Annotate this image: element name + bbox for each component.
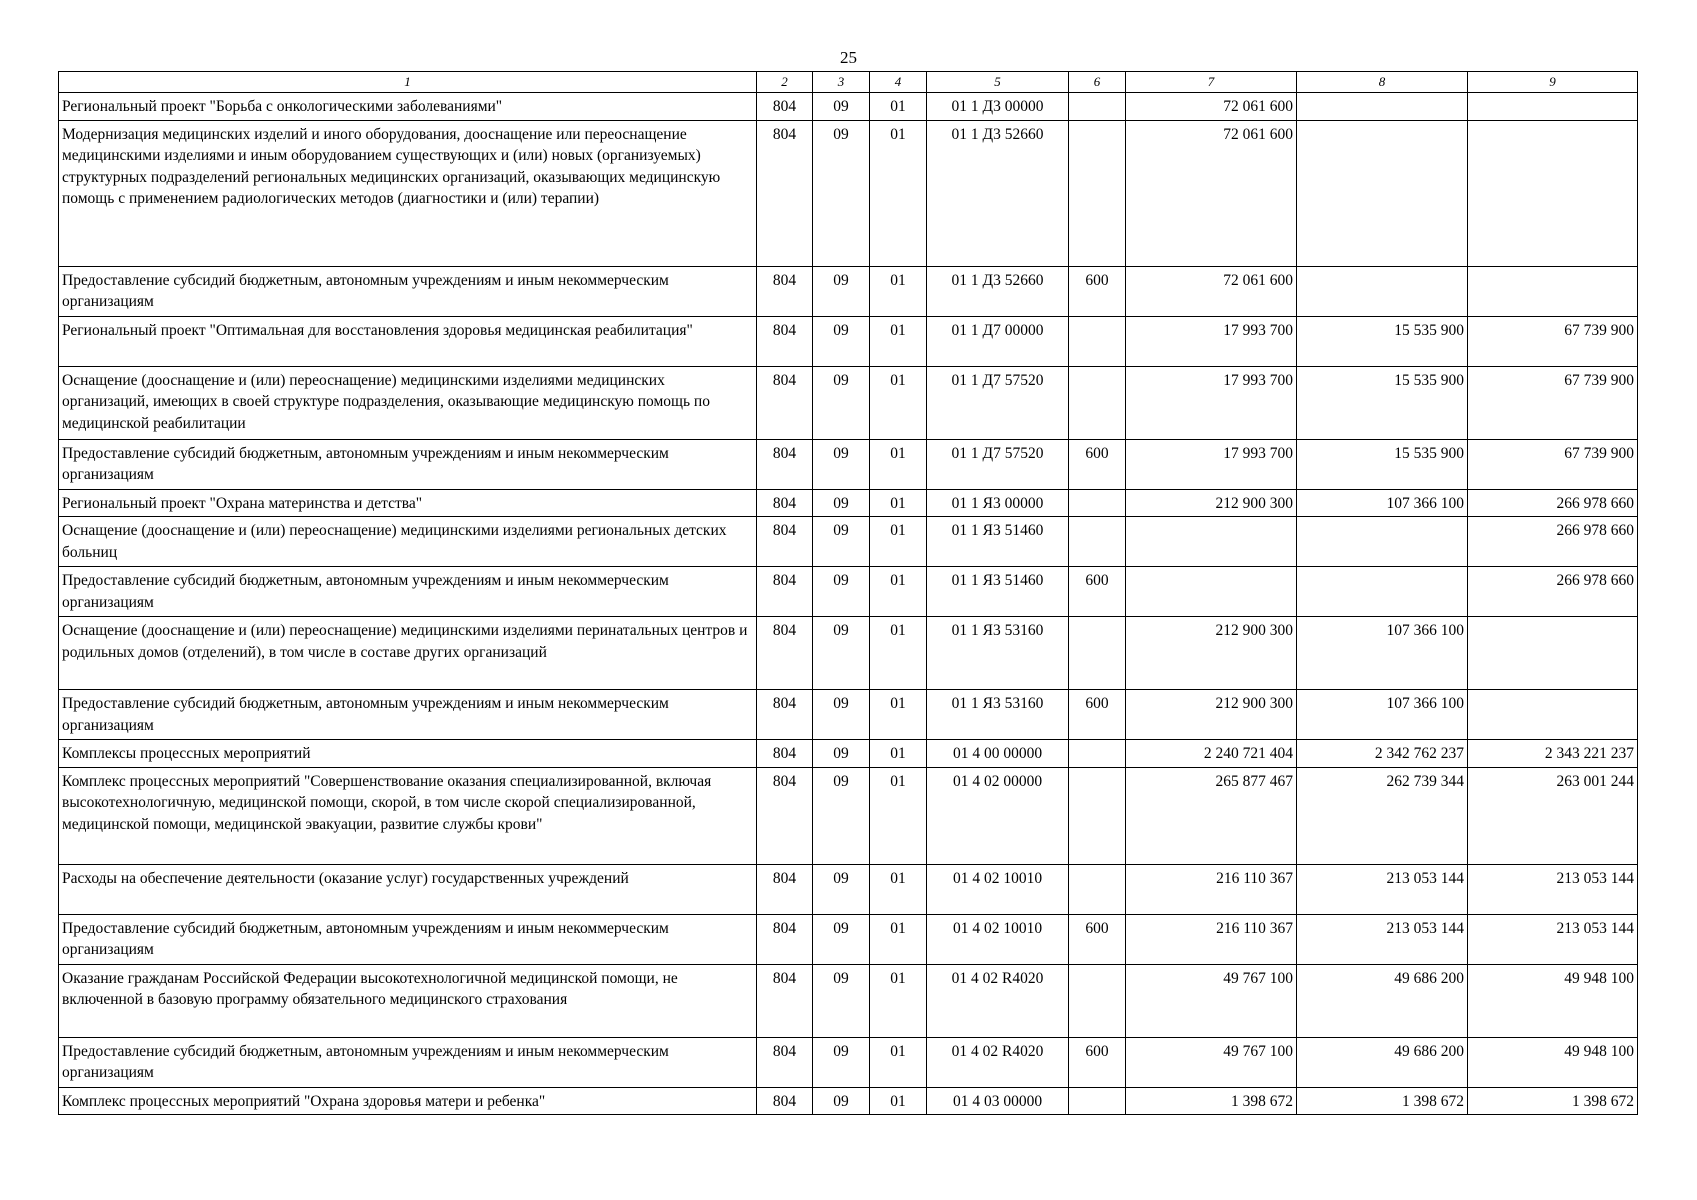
column-number: 3 <box>813 72 870 93</box>
section-code: 09 <box>813 93 870 121</box>
amount-col8: 107 366 100 <box>1297 617 1468 690</box>
subsection-code: 01 <box>870 567 927 617</box>
table-row <box>59 266 1638 316</box>
table-row <box>59 767 1638 864</box>
amount-col9: 67 739 900 <box>1468 366 1638 439</box>
amount-col9: 266 978 660 <box>1468 489 1638 517</box>
target-article-code: 01 1 Д7 57520 <box>927 366 1069 439</box>
section-code: 09 <box>813 767 870 864</box>
column-number: 2 <box>757 72 813 93</box>
section-code: 09 <box>813 489 870 517</box>
subsection-code: 01 <box>870 914 927 964</box>
target-article-code: 01 4 02 10010 <box>927 914 1069 964</box>
subsection-code: 01 <box>870 517 927 567</box>
amount-col9 <box>1468 93 1638 121</box>
amount-col7 <box>1126 567 1297 617</box>
expense-type-code <box>1069 864 1126 914</box>
expense-type-code <box>1069 120 1126 266</box>
expense-type-code <box>1069 964 1126 1037</box>
amount-col8 <box>1297 93 1468 121</box>
target-article-code: 01 1 Я3 53160 <box>927 690 1069 740</box>
amount-col8: 15 535 900 <box>1297 439 1468 489</box>
ministry-code: 804 <box>757 740 813 768</box>
ministry-code: 804 <box>757 517 813 567</box>
section-code: 09 <box>813 366 870 439</box>
target-article-code: 01 1 Д3 52660 <box>927 266 1069 316</box>
amount-col9: 213 053 144 <box>1468 864 1638 914</box>
ministry-code: 804 <box>757 439 813 489</box>
table-row <box>59 740 1638 768</box>
amount-col7: 216 110 367 <box>1126 914 1297 964</box>
amount-col8: 213 053 144 <box>1297 914 1468 964</box>
amount-col8: 107 366 100 <box>1297 489 1468 517</box>
item-name: Оснащение (дооснащение и (или) переоснащение) медицинскими изделиями региональных детских больниц <box>59 517 757 567</box>
subsection-code: 01 <box>870 690 927 740</box>
amount-col7: 212 900 300 <box>1126 690 1297 740</box>
ministry-code: 804 <box>757 1087 813 1115</box>
column-number: 5 <box>927 72 1069 93</box>
target-article-code: 01 4 02 R4020 <box>927 1037 1069 1087</box>
item-name: Региональный проект "Оптимальная для восстановления здоровья медицинская реабилитация" <box>59 316 757 366</box>
ministry-code: 804 <box>757 617 813 690</box>
column-number: 7 <box>1126 72 1297 93</box>
amount-col7: 265 877 467 <box>1126 767 1297 864</box>
item-name: Комплекс процессных мероприятий "Охрана здоровья матери и ребенка" <box>59 1087 757 1115</box>
section-code: 09 <box>813 690 870 740</box>
item-name: Региональный проект "Охрана материнства и детства" <box>59 489 757 517</box>
section-code: 09 <box>813 740 870 768</box>
ministry-code: 804 <box>757 690 813 740</box>
amount-col8 <box>1297 266 1468 316</box>
table-row <box>59 1037 1638 1087</box>
amount-col8: 49 686 200 <box>1297 1037 1468 1087</box>
amount-col8: 213 053 144 <box>1297 864 1468 914</box>
amount-col8: 262 739 344 <box>1297 767 1468 864</box>
column-number: 4 <box>870 72 927 93</box>
ministry-code: 804 <box>757 567 813 617</box>
amount-col7: 17 993 700 <box>1126 316 1297 366</box>
amount-col9: 67 739 900 <box>1468 439 1638 489</box>
expense-type-code: 600 <box>1069 266 1126 316</box>
table-row <box>59 1087 1638 1115</box>
amount-col9 <box>1468 690 1638 740</box>
amount-col9 <box>1468 617 1638 690</box>
amount-col9 <box>1468 120 1638 266</box>
ministry-code: 804 <box>757 266 813 316</box>
table-row <box>59 93 1638 121</box>
table-row <box>59 914 1638 964</box>
amount-col9: 266 978 660 <box>1468 517 1638 567</box>
subsection-code: 01 <box>870 617 927 690</box>
column-number: 1 <box>59 72 757 93</box>
section-code: 09 <box>813 617 870 690</box>
subsection-code: 01 <box>870 864 927 914</box>
section-code: 09 <box>813 1087 870 1115</box>
amount-col8: 1 398 672 <box>1297 1087 1468 1115</box>
ministry-code: 804 <box>757 120 813 266</box>
expense-type-code: 600 <box>1069 914 1126 964</box>
amount-col8 <box>1297 120 1468 266</box>
amount-col9: 213 053 144 <box>1468 914 1638 964</box>
section-code: 09 <box>813 120 870 266</box>
amount-col7: 212 900 300 <box>1126 489 1297 517</box>
subsection-code: 01 <box>870 366 927 439</box>
subsection-code: 01 <box>870 964 927 1037</box>
subsection-code: 01 <box>870 489 927 517</box>
item-name: Предоставление субсидий бюджетным, автономным учреждениям и иным некоммерческим организациям <box>59 1037 757 1087</box>
target-article-code: 01 1 Д3 52660 <box>927 120 1069 266</box>
amount-col9 <box>1468 266 1638 316</box>
item-name: Расходы на обеспечение деятельности (оказание услуг) государственных учреждений <box>59 864 757 914</box>
section-code: 09 <box>813 517 870 567</box>
amount-col7: 72 061 600 <box>1126 120 1297 266</box>
ministry-code: 804 <box>757 1037 813 1087</box>
amount-col9: 49 948 100 <box>1468 1037 1638 1087</box>
section-code: 09 <box>813 914 870 964</box>
item-name: Оказание гражданам Российской Федерации высокотехнологичной медицинской помощи, не включенной в базовую программу обязательного медицинского страхования <box>59 964 757 1037</box>
target-article-code: 01 4 02 00000 <box>927 767 1069 864</box>
amount-col8 <box>1297 517 1468 567</box>
amount-col8: 49 686 200 <box>1297 964 1468 1037</box>
expense-type-code: 600 <box>1069 439 1126 489</box>
amount-col7: 216 110 367 <box>1126 864 1297 914</box>
amount-col7: 212 900 300 <box>1126 617 1297 690</box>
amount-col7: 1 398 672 <box>1126 1087 1297 1115</box>
column-number: 9 <box>1468 72 1638 93</box>
table-row <box>59 489 1638 517</box>
ministry-code: 804 <box>757 964 813 1037</box>
ministry-code: 804 <box>757 366 813 439</box>
item-name: Модернизация медицинских изделий и иного оборудования, дооснащение или переоснащение медицинскими изделиями и иным оборудованием существующих и (или) новых (организуемых) структурных подразделений региональных медицинских организаций, оказывающих медицинскую помощь с применением радиологических методов (диагностики и (или) терапии) <box>59 120 757 266</box>
table-row <box>59 567 1638 617</box>
subsection-code: 01 <box>870 266 927 316</box>
section-code: 09 <box>813 864 870 914</box>
target-article-code: 01 1 Я3 53160 <box>927 617 1069 690</box>
expense-type-code <box>1069 93 1126 121</box>
section-code: 09 <box>813 439 870 489</box>
section-code: 09 <box>813 964 870 1037</box>
amount-col8: 15 535 900 <box>1297 316 1468 366</box>
expense-type-code: 600 <box>1069 690 1126 740</box>
item-name: Предоставление субсидий бюджетным, автономным учреждениям и иным некоммерческим организациям <box>59 914 757 964</box>
amount-col9: 49 948 100 <box>1468 964 1638 1037</box>
amount-col9: 67 739 900 <box>1468 316 1638 366</box>
column-number-row <box>59 72 1638 93</box>
table-row <box>59 690 1638 740</box>
amount-col7 <box>1126 517 1297 567</box>
target-article-code: 01 4 02 10010 <box>927 864 1069 914</box>
target-article-code: 01 1 Д7 57520 <box>927 439 1069 489</box>
expense-type-code <box>1069 489 1126 517</box>
item-name: Комплексы процессных мероприятий <box>59 740 757 768</box>
amount-col7: 49 767 100 <box>1126 964 1297 1037</box>
table-row <box>59 439 1638 489</box>
column-number: 6 <box>1069 72 1126 93</box>
ministry-code: 804 <box>757 864 813 914</box>
table-row <box>59 517 1638 567</box>
subsection-code: 01 <box>870 1087 927 1115</box>
expense-type-code: 600 <box>1069 567 1126 617</box>
target-article-code: 01 1 Я3 51460 <box>927 517 1069 567</box>
expense-type-code <box>1069 740 1126 768</box>
item-name: Предоставление субсидий бюджетным, автономным учреждениям и иным некоммерческим организациям <box>59 439 757 489</box>
target-article-code: 01 1 Д7 00000 <box>927 316 1069 366</box>
amount-col7: 72 061 600 <box>1126 93 1297 121</box>
amount-col7: 17 993 700 <box>1126 439 1297 489</box>
subsection-code: 01 <box>870 767 927 864</box>
amount-col8 <box>1297 567 1468 617</box>
ministry-code: 804 <box>757 316 813 366</box>
expense-type-code <box>1069 1087 1126 1115</box>
section-code: 09 <box>813 316 870 366</box>
ministry-code: 804 <box>757 767 813 864</box>
table-row <box>59 864 1638 914</box>
item-name: Региональный проект "Борьба с онкологическими заболеваниями" <box>59 93 757 121</box>
amount-col9: 266 978 660 <box>1468 567 1638 617</box>
expense-type-code <box>1069 316 1126 366</box>
amount-col9: 263 001 244 <box>1468 767 1638 864</box>
ministry-code: 804 <box>757 489 813 517</box>
target-article-code: 01 4 00 00000 <box>927 740 1069 768</box>
amount-col9: 2 343 221 237 <box>1468 740 1638 768</box>
budget-table <box>58 71 1638 1115</box>
expense-type-code <box>1069 617 1126 690</box>
ministry-code: 804 <box>757 93 813 121</box>
target-article-code: 01 4 03 00000 <box>927 1087 1069 1115</box>
subsection-code: 01 <box>870 120 927 266</box>
ministry-code: 804 <box>757 914 813 964</box>
target-article-code: 01 4 02 R4020 <box>927 964 1069 1037</box>
expense-type-code <box>1069 517 1126 567</box>
section-code: 09 <box>813 266 870 316</box>
item-name: Комплекс процессных мероприятий "Совершенствование оказания специализированной, включая высокотехнологичную, медицинской помощи, скорой, в том числе скорой специализированной, медицинской помощи, медицинской эвакуации, развитие службы крови" <box>59 767 757 864</box>
table-row <box>59 964 1638 1037</box>
amount-col7: 17 993 700 <box>1126 366 1297 439</box>
table-row <box>59 366 1638 439</box>
table-row <box>59 316 1638 366</box>
table-row <box>59 120 1638 266</box>
table-row <box>59 617 1638 690</box>
target-article-code: 01 1 Я3 51460 <box>927 567 1069 617</box>
amount-col8: 15 535 900 <box>1297 366 1468 439</box>
item-name: Предоставление субсидий бюджетным, автономным учреждениям и иным некоммерческим организациям <box>59 567 757 617</box>
amount-col8: 107 366 100 <box>1297 690 1468 740</box>
subsection-code: 01 <box>870 740 927 768</box>
subsection-code: 01 <box>870 1037 927 1087</box>
item-name: Оснащение (дооснащение и (или) переоснащение) медицинскими изделиями медицинских организаций, имеющих в своей структуре подразделения, оказывающие медицинскую помощь по медицинской реабилитации <box>59 366 757 439</box>
amount-col9: 1 398 672 <box>1468 1087 1638 1115</box>
section-code: 09 <box>813 1037 870 1087</box>
target-article-code: 01 1 Д3 00000 <box>927 93 1069 121</box>
item-name: Предоставление субсидий бюджетным, автономным учреждениям и иным некоммерческим организациям <box>59 690 757 740</box>
expense-type-code <box>1069 767 1126 864</box>
subsection-code: 01 <box>870 439 927 489</box>
subsection-code: 01 <box>870 316 927 366</box>
subsection-code: 01 <box>870 93 927 121</box>
section-code: 09 <box>813 567 870 617</box>
item-name: Оснащение (дооснащение и (или) переоснащение) медицинскими изделиями перинатальных центров и родильных домов (отделений), в том числе в составе других организаций <box>59 617 757 690</box>
item-name: Предоставление субсидий бюджетным, автономным учреждениям и иным некоммерческим организациям <box>59 266 757 316</box>
expense-type-code <box>1069 366 1126 439</box>
target-article-code: 01 1 Я3 00000 <box>927 489 1069 517</box>
expense-type-code: 600 <box>1069 1037 1126 1087</box>
amount-col7: 72 061 600 <box>1126 266 1297 316</box>
amount-col7: 49 767 100 <box>1126 1037 1297 1087</box>
page-number: 25 <box>840 48 857 67</box>
column-number: 8 <box>1297 72 1468 93</box>
amount-col8: 2 342 762 237 <box>1297 740 1468 768</box>
amount-col7: 2 240 721 404 <box>1126 740 1297 768</box>
